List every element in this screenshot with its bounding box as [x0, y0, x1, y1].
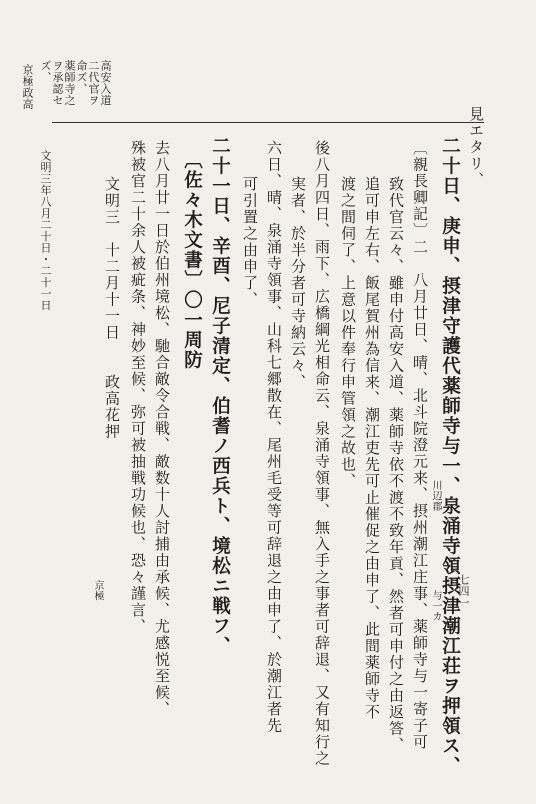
text-column: 見エタリ、	[467, 106, 485, 189]
text-column: 追可申左右、飯尾賀州為信来、潮江吏先可止催促之由申了、此間薬師寺不	[363, 176, 381, 721]
entry-heading: 二十一日、辛酉、尼子清定、伯耆ノ西兵ト、境松ニ戦フ、	[209, 136, 231, 656]
text-column: 渡之間伺了、上意以件奉行申管領之故也、	[339, 176, 357, 490]
text-column: 〔親長卿記〕二 八月廿日、晴、北斗院澄元来、摂州潮江庄事、薬師寺与一寄子可	[411, 140, 429, 751]
text-column: 致代官云々、雖申付高安入道、薬師寺依不渡不致年貢、然者可申付之由返答、	[387, 176, 405, 754]
text-column: 文明三 十二月十一日 政高花押	[103, 176, 121, 440]
headnote-line: 命ズ、	[75, 60, 88, 95]
text-column: 実者、於半分者可寺納云々、	[289, 176, 307, 391]
text-column: 去八月廿一日於伯州境松、馳合敵令合戦、敵数十人討捕由承候、尤感悦至候、	[153, 140, 171, 718]
annotation: 与一カ	[430, 590, 441, 622]
source-heading: 〔佐々木文書〕〇一周防	[181, 150, 203, 370]
annotation: 京極	[92, 580, 103, 601]
text-column: 六日、晴、泉涌寺領事、山科七郷散在、尾州毛受等可辞退之由申了、於潮江者先	[265, 140, 283, 734]
headnote-line: ズ、	[39, 60, 52, 83]
header-rule	[52, 122, 484, 123]
headnote-line: ヲ承認セ	[51, 60, 64, 106]
headnote-line: 薬師寺之	[63, 60, 76, 106]
headnote-line: 二代官ヲ	[87, 60, 100, 106]
headnote-title: 京極政高	[21, 64, 34, 110]
text-column: 後八月四日、雨下、広橋綱光相命云、泉涌寺領事、無入手之事者可辞退、又有知行之	[313, 140, 331, 767]
headnote-line: 高安入道	[99, 60, 112, 106]
margin-date: 文明三年八月二十日・二十一日	[39, 150, 52, 311]
entry-heading: 二十日、庚申、摂津守護代薬師寺与一、泉涌寺領摂津潮江荘ヲ押領ス、	[439, 136, 461, 776]
text-column: 殊被官二十余人被疵条、神妙至候、弥可被抽戦功候也、恐々謹言、	[129, 140, 147, 635]
text-column: 可引置之由申了、	[241, 176, 259, 308]
annotation: 川辺郡	[430, 480, 441, 512]
page-number: 七四一	[457, 574, 470, 609]
